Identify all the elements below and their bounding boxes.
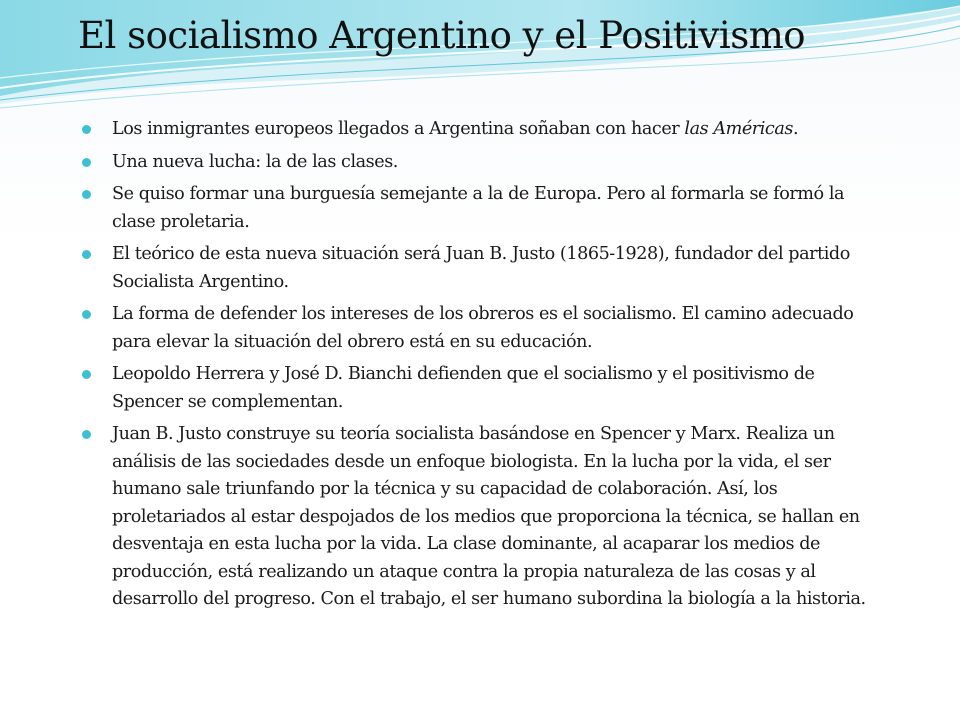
bullet-text-italic: las Américas xyxy=(684,119,793,139)
bullet-list xyxy=(82,116,882,619)
slide-title: El socialismo Argentino y el Positivismo xyxy=(78,14,806,57)
bullet-text: El teórico de esta nueva situación será Juan B. Justo (1865-1928), fundador del partido Socialista Argentino. xyxy=(112,244,850,292)
bullet-text: Juan B. Justo construye su teoría socialista basándose en Spencer y Marx. Realiza un análisis de las sociedades desde un enfoque biologista. En la lucha por la vida, el ser humano sale triunfando por la técnica y su capacidad de colaboración. Así, los proletariados al estar despojados de los medios que proporciona la técnica, se hallan en desventaja en esta lucha por la vida. La clase dominante, al acaparar los medios de producción, está realizando un ataque contra la propia naturaleza de las cosas y al desarrollo del progreso. Con el trabajo, el ser humano subordina la biología a la historia. xyxy=(112,424,866,609)
bullet-icon xyxy=(82,430,91,439)
bullet-icon xyxy=(82,250,91,259)
bullet-icon xyxy=(82,370,91,379)
list-item xyxy=(82,149,882,177)
bullet-text: Leopoldo Herrera y José D. Bianchi defienden que el socialismo y el positivismo de Spencer se complementan. xyxy=(112,364,815,412)
bullet-text: Los inmigrantes europeos llegados a Argentina soñaban con hacer xyxy=(112,119,685,139)
bullet-icon xyxy=(82,158,91,167)
list-item xyxy=(82,361,882,416)
list-item xyxy=(82,181,882,236)
bullet-icon xyxy=(82,190,91,199)
list-item xyxy=(82,241,882,296)
bullet-icon xyxy=(82,125,91,134)
bullet-text: La forma de defender los intereses de los obreros es el socialismo. El camino adecuado para elevar la situación del obrero está en su educación. xyxy=(112,304,854,352)
list-item xyxy=(82,421,882,614)
bullet-text: Una nueva lucha: la de las clases. xyxy=(112,151,398,172)
bullet-text-tail: . xyxy=(792,119,799,139)
list-item xyxy=(82,301,882,356)
bullet-text: Se quiso formar una burguesía semejante a la de Europa. Pero al formarla se formó la clase proletaria. xyxy=(112,184,845,232)
bullet-icon xyxy=(82,310,91,319)
list-item xyxy=(82,116,882,144)
